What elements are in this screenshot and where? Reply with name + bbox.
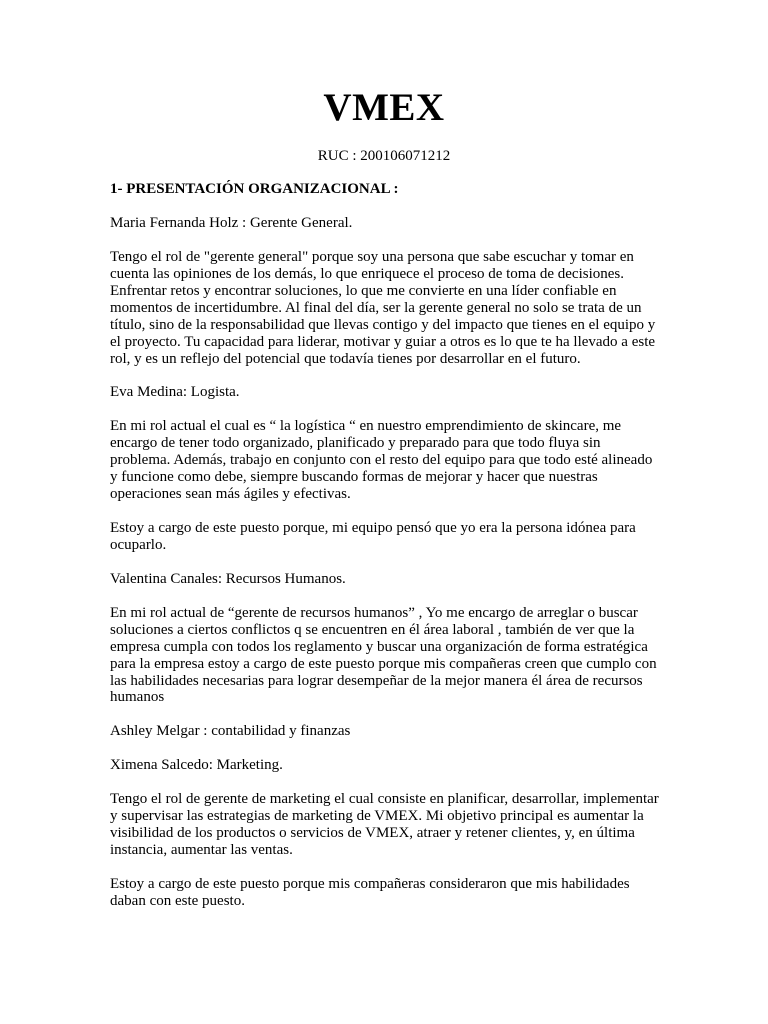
document-title: VMEX bbox=[323, 86, 445, 129]
paragraph-logistica-reason: Estoy a cargo de este puesto porque, mi equipo pensó que yo era la persona idónea para ocuparlo. bbox=[110, 519, 636, 553]
member-name-gerente-general: Maria Fernanda Holz : Gerente General. bbox=[110, 214, 353, 231]
paragraph-gerente-general: Tengo el rol de "gerente general" porque soy una persona que sabe escuchar y tomar en cuenta las opiniones de los demás, lo que enriquece el proceso de toma de decisiones. Enfrentar retos y encontrar soluciones, lo que me convierte en una líder confiable en momentos de incertidumbre. Al final del día, ser la gerente general no solo se trata de un título, sino de la responsabilidad que llevas contigo y del impacto que tienes en el equipo y el proyecto. Tu capacidad para liderar, motivar y guiar a otros es lo que te ha llevado a este rol, y es un reflejo del potencial que todavía tienes por desarrollar en el futuro. bbox=[110, 248, 656, 367]
paragraph-recursos-humanos: En mi rol actual de “gerente de recursos humanos” , Yo me encargo de arreglar o buscar soluciones a ciertos conflictos q se encuentren en él área laboral , también de ver que la empresa cumpla con todos los reglamento y buscar una organización de forma estratégica para la empresa estoy a cargo de este puesto porque mis compañeras creen que cumplo con las habilidades necesarias para lograr desempeñar de la mejor manera él área de recursos humanos bbox=[110, 604, 657, 706]
member-name-recursos-humanos: Valentina Canales: Recursos Humanos. bbox=[110, 570, 346, 587]
paragraph-marketing-reason: Estoy a cargo de este puesto porque mis compañeras consideraron que mis habilidades daban con este puesto. bbox=[110, 875, 630, 909]
member-name-marketing: Ximena Salcedo: Marketing. bbox=[110, 757, 283, 774]
ruc-number: RUC : 200106071212 bbox=[317, 148, 451, 164]
document-body bbox=[110, 181, 662, 927]
paragraph-logistica: En mi rol actual el cual es “ la logística “ en nuestro emprendimiento de skincare, me encargo de tener todo organizado, planificado y preparado para que todo fluya sin problema. Además, trabajo en conjunto con el resto del equipo para que todo esté alineado y funcione como debe, siempre buscando formas de mejorar y hacer que nuestras operaciones sean más ágiles y efectivas. bbox=[110, 418, 653, 503]
member-name-contabilidad: Ashley Melgar : contabilidad y finanzas bbox=[110, 723, 351, 740]
member-name-logista: Eva Medina: Logista. bbox=[110, 384, 240, 401]
paragraph-marketing: Tengo el rol de gerente de marketing el cual consiste en planificar, desarrollar, implementar y supervisar las estrategias de marketing de VMEX. Mi objetivo principal es aumentar la visibilidad de los productos o servicios de VMEX, atraer y retener clientes, y, en última instancia, aumentar las ventas. bbox=[110, 791, 659, 859]
section-heading: 1- PRESENTACIÓN ORGANIZACIONAL : bbox=[110, 181, 399, 197]
